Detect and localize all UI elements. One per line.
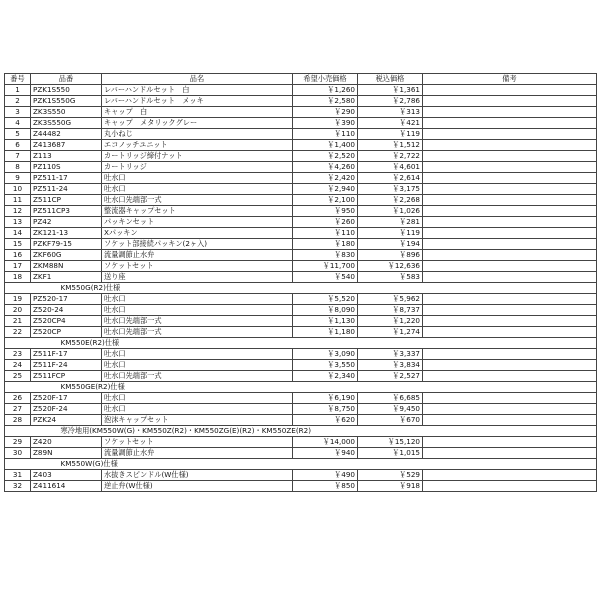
part-name: ソケット部接続パッキン(2ヶ入) <box>102 239 293 250</box>
tax-price: ￥1,361 <box>358 85 423 96</box>
table-row <box>5 140 597 151</box>
tax-price: ￥119 <box>358 228 423 239</box>
row-number: 2 <box>5 96 31 107</box>
list-price: ￥2,340 <box>293 371 358 382</box>
row-number: 12 <box>5 206 31 217</box>
row-number: 24 <box>5 360 31 371</box>
tax-price: ￥6,685 <box>358 393 423 404</box>
part-number: Z511FCP <box>31 371 102 382</box>
section-spacer <box>5 338 31 349</box>
row-number: 17 <box>5 261 31 272</box>
part-name: エコノッチユニット <box>102 140 293 151</box>
section-spacer <box>5 426 31 437</box>
part-number: PZ110S <box>31 162 102 173</box>
part-number: Z420 <box>31 437 102 448</box>
list-price: ￥2,940 <box>293 184 358 195</box>
list-price: ￥3,090 <box>293 349 358 360</box>
tax-price: ￥313 <box>358 107 423 118</box>
list-price: ￥8,090 <box>293 305 358 316</box>
remarks-cell <box>423 360 597 371</box>
section-row <box>5 283 597 294</box>
list-price: ￥6,190 <box>293 393 358 404</box>
part-name: 泡沫キャップセット <box>102 415 293 426</box>
part-name: キャップ 白 <box>102 107 293 118</box>
part-name: 吐水口 <box>102 349 293 360</box>
row-number: 20 <box>5 305 31 316</box>
row-number: 27 <box>5 404 31 415</box>
remarks-cell <box>423 294 597 305</box>
list-price: ￥290 <box>293 107 358 118</box>
part-number: Z413687 <box>31 140 102 151</box>
table-row <box>5 481 597 492</box>
table-row <box>5 316 597 327</box>
tax-price: ￥896 <box>358 250 423 261</box>
list-price: ￥620 <box>293 415 358 426</box>
list-price: ￥830 <box>293 250 358 261</box>
table-row <box>5 305 597 316</box>
part-name: レバーハンドルセット 白 <box>102 85 293 96</box>
remarks-cell <box>423 195 597 206</box>
part-number: Z89N <box>31 448 102 459</box>
list-price: ￥4,260 <box>293 162 358 173</box>
remarks-cell <box>423 250 597 261</box>
header-no: 番号 <box>5 74 31 85</box>
tax-price: ￥1,274 <box>358 327 423 338</box>
tax-price: ￥9,450 <box>358 404 423 415</box>
tax-price: ￥2,614 <box>358 173 423 184</box>
part-number: ZKF60G <box>31 250 102 261</box>
section-row <box>5 382 597 393</box>
remarks-cell <box>423 371 597 382</box>
list-price: ￥110 <box>293 129 358 140</box>
row-number: 18 <box>5 272 31 283</box>
part-number: PZ511CP3 <box>31 206 102 217</box>
table-row <box>5 349 597 360</box>
tax-price: ￥421 <box>358 118 423 129</box>
part-name: ソケットセット <box>102 437 293 448</box>
part-number: PZKF79-15 <box>31 239 102 250</box>
tax-price: ￥3,337 <box>358 349 423 360</box>
parts-price-list <box>4 73 597 492</box>
part-name: キャップ メタリックグレー <box>102 118 293 129</box>
remarks-cell <box>423 261 597 272</box>
table-row <box>5 195 597 206</box>
table-row <box>5 173 597 184</box>
list-price: ￥950 <box>293 206 358 217</box>
remarks-cell <box>423 415 597 426</box>
list-price: ￥1,180 <box>293 327 358 338</box>
remarks-cell <box>423 228 597 239</box>
row-number: 11 <box>5 195 31 206</box>
list-price: ￥5,520 <box>293 294 358 305</box>
list-price: ￥390 <box>293 118 358 129</box>
table-row <box>5 470 597 481</box>
row-number: 23 <box>5 349 31 360</box>
remarks-cell <box>423 349 597 360</box>
list-price: ￥260 <box>293 217 358 228</box>
part-name: 水抜きスピンドル(W仕様) <box>102 470 293 481</box>
part-name: 流量調節止水弁 <box>102 250 293 261</box>
section-spacer <box>5 283 31 294</box>
list-price: ￥2,420 <box>293 173 358 184</box>
remarks-cell <box>423 239 597 250</box>
list-price: ￥850 <box>293 481 358 492</box>
header-list-price: 希望小売価格 <box>293 74 358 85</box>
part-number: Z411614 <box>31 481 102 492</box>
part-number: PZ511-17 <box>31 173 102 184</box>
tax-price: ￥281 <box>358 217 423 228</box>
list-price: ￥2,580 <box>293 96 358 107</box>
table-row <box>5 294 597 305</box>
remarks-cell <box>423 272 597 283</box>
remarks-cell <box>423 173 597 184</box>
header-part-no: 品番 <box>31 74 102 85</box>
remarks-cell <box>423 118 597 129</box>
remarks-cell <box>423 107 597 118</box>
tax-price: ￥194 <box>358 239 423 250</box>
list-price: ￥1,400 <box>293 140 358 151</box>
remarks-cell <box>423 85 597 96</box>
part-number: ZK3S550G <box>31 118 102 129</box>
row-number: 19 <box>5 294 31 305</box>
list-price: ￥490 <box>293 470 358 481</box>
part-number: Z520CP <box>31 327 102 338</box>
header-row <box>5 74 597 85</box>
table-row <box>5 371 597 382</box>
row-number: 10 <box>5 184 31 195</box>
tax-price: ￥1,512 <box>358 140 423 151</box>
remarks-cell <box>423 481 597 492</box>
part-number: Z511CP <box>31 195 102 206</box>
table-row <box>5 107 597 118</box>
section-spacer <box>5 382 31 393</box>
part-number: Z403 <box>31 470 102 481</box>
part-name: 吐水口先端部一式 <box>102 371 293 382</box>
part-number: ZKM88N <box>31 261 102 272</box>
part-name: 整流器キャップセット <box>102 206 293 217</box>
table-row <box>5 206 597 217</box>
section-row <box>5 459 597 470</box>
remarks-cell <box>423 437 597 448</box>
part-number: ZK3S550 <box>31 107 102 118</box>
part-number: Z44482 <box>31 129 102 140</box>
part-name: 吐水口 <box>102 393 293 404</box>
row-number: 3 <box>5 107 31 118</box>
table-row <box>5 360 597 371</box>
list-price: ￥1,130 <box>293 316 358 327</box>
part-name: 吐水口 <box>102 294 293 305</box>
list-price: ￥540 <box>293 272 358 283</box>
section-row <box>5 426 597 437</box>
row-number: 30 <box>5 448 31 459</box>
section-label: 寒冷地用(KM550W(G)・KM550Z(R2)・KM550ZG(E)(R2)・KM550ZE(R2) <box>31 426 597 437</box>
part-number: PZ42 <box>31 217 102 228</box>
section-label: KM550G(R2)仕様 <box>31 283 597 294</box>
list-price: ￥1,260 <box>293 85 358 96</box>
part-name: 逆止弁(W仕様) <box>102 481 293 492</box>
remarks-cell <box>423 96 597 107</box>
tax-price: ￥583 <box>358 272 423 283</box>
table-row <box>5 184 597 195</box>
section-label: KM550W(G)仕様 <box>31 459 597 470</box>
remarks-cell <box>423 151 597 162</box>
tax-price: ￥2,722 <box>358 151 423 162</box>
row-number: 29 <box>5 437 31 448</box>
tax-price: ￥3,175 <box>358 184 423 195</box>
table-row <box>5 239 597 250</box>
remarks-cell <box>423 129 597 140</box>
part-name: 吐水口先端部一式 <box>102 195 293 206</box>
row-number: 9 <box>5 173 31 184</box>
remarks-cell <box>423 470 597 481</box>
row-number: 15 <box>5 239 31 250</box>
part-name: 丸小ねじ <box>102 129 293 140</box>
list-price: ￥3,550 <box>293 360 358 371</box>
tax-price: ￥2,268 <box>358 195 423 206</box>
parts-table <box>4 73 597 492</box>
part-name: 吐水口先端部一式 <box>102 316 293 327</box>
list-price: ￥180 <box>293 239 358 250</box>
remarks-cell <box>423 162 597 173</box>
section-label: KM550GE(R2)仕様 <box>31 382 597 393</box>
remarks-cell <box>423 327 597 338</box>
part-number: ZKF1 <box>31 272 102 283</box>
tax-price: ￥1,015 <box>358 448 423 459</box>
row-number: 13 <box>5 217 31 228</box>
table-row <box>5 272 597 283</box>
tax-price: ￥529 <box>358 470 423 481</box>
remarks-cell <box>423 448 597 459</box>
remarks-cell <box>423 393 597 404</box>
part-name: 吐水口 <box>102 173 293 184</box>
part-number: PZK1S550G <box>31 96 102 107</box>
section-spacer <box>5 459 31 470</box>
list-price: ￥14,000 <box>293 437 358 448</box>
row-number: 22 <box>5 327 31 338</box>
list-price: ￥2,520 <box>293 151 358 162</box>
header-remarks: 備考 <box>423 74 597 85</box>
part-number: Z511F-24 <box>31 360 102 371</box>
part-number: Z520F-24 <box>31 404 102 415</box>
table-row <box>5 151 597 162</box>
table-row <box>5 118 597 129</box>
table-row <box>5 129 597 140</box>
part-name: ソケットセット <box>102 261 293 272</box>
section-label: KM550E(R2)仕様 <box>31 338 597 349</box>
row-number: 16 <box>5 250 31 261</box>
remarks-cell <box>423 316 597 327</box>
list-price: ￥110 <box>293 228 358 239</box>
tax-price: ￥12,636 <box>358 261 423 272</box>
header-tax-price: 税込価格 <box>358 74 423 85</box>
row-number: 5 <box>5 129 31 140</box>
part-name: レバーハンドルセット メッキ <box>102 96 293 107</box>
table-row <box>5 85 597 96</box>
section-row <box>5 338 597 349</box>
table-row <box>5 448 597 459</box>
part-number: Z520F-17 <box>31 393 102 404</box>
row-number: 21 <box>5 316 31 327</box>
part-name: カートリッジ <box>102 162 293 173</box>
table-row <box>5 261 597 272</box>
list-price: ￥8,750 <box>293 404 358 415</box>
table-row <box>5 162 597 173</box>
tax-price: ￥5,962 <box>358 294 423 305</box>
part-name: 吐水口 <box>102 404 293 415</box>
remarks-cell <box>423 184 597 195</box>
part-name: 吐水口先端部一式 <box>102 327 293 338</box>
part-number: Z520CP4 <box>31 316 102 327</box>
row-number: 32 <box>5 481 31 492</box>
row-number: 8 <box>5 162 31 173</box>
header-name: 品名 <box>102 74 293 85</box>
row-number: 28 <box>5 415 31 426</box>
remarks-cell <box>423 217 597 228</box>
tax-price: ￥119 <box>358 129 423 140</box>
remarks-cell <box>423 305 597 316</box>
remarks-cell <box>423 404 597 415</box>
part-name: 送り座 <box>102 272 293 283</box>
row-number: 7 <box>5 151 31 162</box>
tax-price: ￥918 <box>358 481 423 492</box>
part-number: ZK121-13 <box>31 228 102 239</box>
table-row <box>5 415 597 426</box>
tax-price: ￥670 <box>358 415 423 426</box>
part-name: 流量調節止水弁 <box>102 448 293 459</box>
row-number: 14 <box>5 228 31 239</box>
part-number: Z520-24 <box>31 305 102 316</box>
table-row <box>5 217 597 228</box>
table-row <box>5 437 597 448</box>
table-row <box>5 393 597 404</box>
tax-price: ￥2,786 <box>358 96 423 107</box>
part-number: PZK24 <box>31 415 102 426</box>
part-number: PZ511-24 <box>31 184 102 195</box>
remarks-cell <box>423 140 597 151</box>
tax-price: ￥1,220 <box>358 316 423 327</box>
tax-price: ￥8,737 <box>358 305 423 316</box>
part-name: 吐水口 <box>102 184 293 195</box>
tax-price: ￥4,601 <box>358 162 423 173</box>
row-number: 1 <box>5 85 31 96</box>
part-number: Z113 <box>31 151 102 162</box>
table-row <box>5 96 597 107</box>
row-number: 4 <box>5 118 31 129</box>
tax-price: ￥3,834 <box>358 360 423 371</box>
row-number: 31 <box>5 470 31 481</box>
row-number: 6 <box>5 140 31 151</box>
table-row <box>5 228 597 239</box>
list-price: ￥11,700 <box>293 261 358 272</box>
table-row <box>5 250 597 261</box>
part-number: PZ520-17 <box>31 294 102 305</box>
tax-price: ￥2,527 <box>358 371 423 382</box>
row-number: 25 <box>5 371 31 382</box>
tax-price: ￥1,026 <box>358 206 423 217</box>
part-name: Xパッキン <box>102 228 293 239</box>
row-number: 26 <box>5 393 31 404</box>
part-name: パッキンセット <box>102 217 293 228</box>
table-row <box>5 404 597 415</box>
table-row <box>5 327 597 338</box>
part-name: 吐水口 <box>102 305 293 316</box>
tax-price: ￥15,120 <box>358 437 423 448</box>
part-name: カートリッジ締付ナット <box>102 151 293 162</box>
remarks-cell <box>423 206 597 217</box>
part-name: 吐水口 <box>102 360 293 371</box>
part-number: PZK1S550 <box>31 85 102 96</box>
part-number: Z511F-17 <box>31 349 102 360</box>
list-price: ￥940 <box>293 448 358 459</box>
list-price: ￥2,100 <box>293 195 358 206</box>
